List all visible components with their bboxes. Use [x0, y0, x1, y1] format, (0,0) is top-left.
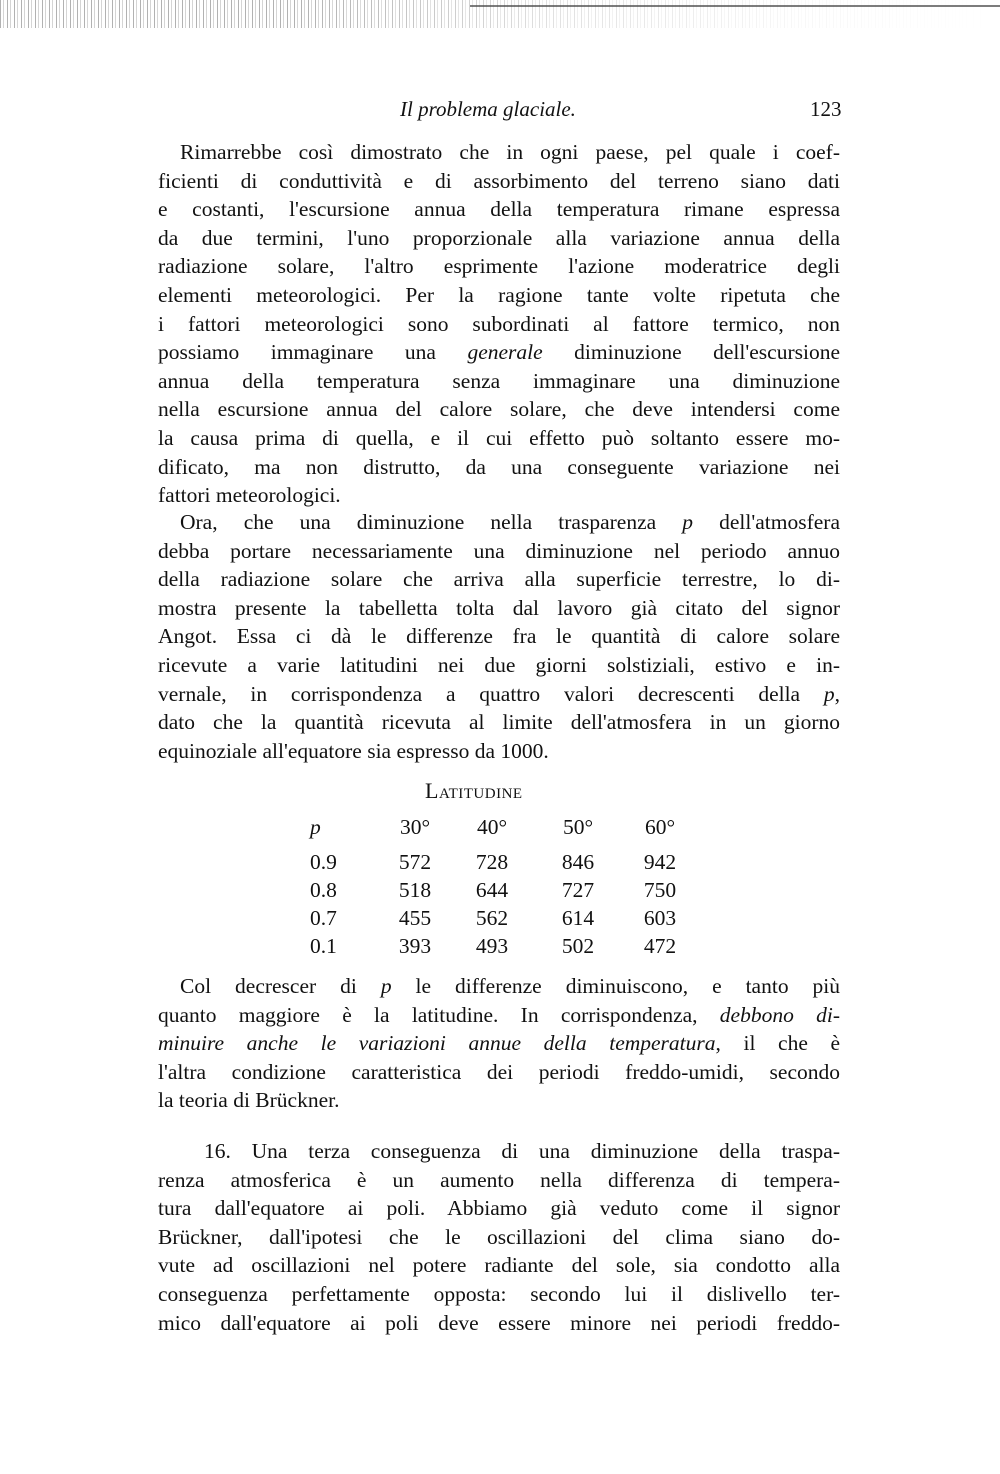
table-row: [310, 850, 710, 878]
column-header: 40°: [476, 815, 508, 839]
text-line: da due termini, l'uno proporzionale alla variazione annua della: [158, 225, 840, 250]
text-line: 16. Una terza conseguenza di una diminuzione della traspa-: [204, 1139, 840, 1163]
scan-edge: [470, 5, 1000, 7]
text-line: Angot. Essa ci dà le differenze fra le quantità di calore solare: [158, 624, 840, 649]
p-value: 0.9: [310, 850, 337, 874]
table-cell: 572: [398, 850, 432, 874]
text-line: vute ad oscillazioni nel potere radiante del sole, sia condotto alla: [158, 1253, 840, 1278]
text-line: i fattori meteorologici sono subordinati al fattore termico, non: [158, 311, 840, 336]
paragraph-1: [158, 138, 840, 510]
variable-p: p: [380, 974, 392, 998]
text-line: [158, 680, 840, 709]
column-header: 30°: [399, 815, 431, 839]
running-head: [0, 97, 1000, 127]
text-span: quanto maggiore è la latitudine. In corrispondenza,: [158, 1002, 720, 1027]
table-cell: 393: [398, 934, 432, 958]
text-line: renza atmosferica è un aumento nella differenza di tempera-: [158, 1167, 840, 1192]
table-cell: 603: [643, 906, 677, 930]
text-line: mico dall'equatore ai poli deve essere minore nei periodi freddo-: [158, 1310, 840, 1335]
table-cell: 502: [561, 934, 595, 958]
table-cell: 750: [643, 878, 677, 902]
text-line: ficienti di conduttività e di assorbimento del terreno siano dati: [158, 168, 840, 193]
running-title: Il problema glaciale.: [400, 97, 576, 121]
page-number: 123: [810, 97, 842, 121]
column-header: 50°: [562, 815, 594, 839]
text-span: le differenze diminuiscono, e tanto più: [391, 974, 840, 998]
p-value: 0.7: [310, 906, 337, 930]
paragraph-2: [158, 508, 840, 765]
text-span: possiamo immaginare una: [158, 340, 468, 365]
text-span: , il che è: [715, 1031, 840, 1056]
text-line: [158, 1001, 840, 1030]
paragraph-4: [158, 1137, 840, 1337]
text-span: vernale, in corrispondenza a quattro valori decrescenti della: [158, 681, 824, 706]
table-cell: 472: [643, 934, 677, 958]
text-line: Rimarrebbe così dimostrato che in ogni paese, pel quale i coef-: [180, 140, 840, 164]
table-caption: Latitudine: [425, 778, 523, 803]
table-cell: 518: [398, 878, 432, 902]
table-row: [310, 878, 710, 906]
table-cell: 493: [475, 934, 509, 958]
text-span: dell'atmosfera: [693, 510, 840, 534]
text-line: tura dall'equatore ai poli. Abbiamo già veduto come il signor: [158, 1196, 840, 1221]
column-header: 60°: [644, 815, 676, 839]
text-line: mostra presente la tabelletta tolta dal lavoro già citato del signor: [158, 595, 840, 620]
text-span: diminuzione dell'escursione: [542, 340, 841, 365]
table-row: [310, 906, 710, 934]
text-line: [158, 508, 840, 537]
text-line: ricevute a varie latitudini nei due giorni solstiziali, estivo e in-: [158, 652, 840, 677]
text-line: [158, 1029, 840, 1058]
p-value: 0.1: [310, 934, 337, 958]
text-line: conseguenza perfettamente opposta: secondo lui il dislivello ter-: [158, 1281, 840, 1306]
emphasis: debbono di-: [719, 1002, 840, 1027]
variable-p: p: [823, 681, 835, 706]
text-span: ,: [834, 681, 840, 706]
text-line: fattori meteorologici.: [158, 483, 341, 508]
text-line: [158, 338, 840, 367]
table-header-row: [310, 815, 710, 843]
text-line: radiazione solare, l'altro esprimente l'azione moderatrice degli: [158, 254, 840, 279]
table-cell: 644: [475, 878, 509, 902]
text-line: nella escursione annua del calore solare, che deve intendersi come: [158, 397, 840, 422]
text-line: [158, 972, 840, 1001]
table-cell: 727: [561, 878, 595, 902]
paragraph-3: [158, 972, 840, 1115]
variable-p: p: [310, 815, 321, 839]
emphasis: generale: [467, 340, 543, 365]
text-line: la teoria di Brückner.: [158, 1088, 340, 1113]
table-cell: 728: [475, 850, 509, 874]
text-line: e costanti, l'escursione annua della temperatura rimane espressa: [158, 197, 840, 222]
table-row: [310, 934, 710, 962]
text-line: della radiazione solare che arriva alla superficie terrestre, lo di-: [158, 567, 840, 592]
table-cell: 562: [475, 906, 509, 930]
text-line: annua della temperatura senza immaginare una diminuzione: [158, 368, 840, 393]
text-line: l'altra condizione caratteristica dei periodi freddo-umidi, secondo: [158, 1059, 840, 1084]
table-cell: 614: [561, 906, 595, 930]
text-line: la causa prima di quella, e il cui effetto può soltanto essere mo-: [158, 425, 840, 450]
text-span: Ora, che una diminuzione nella trasparenza: [180, 510, 683, 534]
text-line: equinoziale all'equatore sia espresso da 1000.: [158, 738, 549, 763]
text-line: dificato, ma non distrutto, da una conseguente variazione nei: [158, 454, 840, 479]
text-span: Col decrescer di: [180, 974, 381, 998]
emphasis: minuire anche le variazioni annue della temperatura: [158, 1031, 716, 1056]
text-line: Brückner, dall'ipotesi che le oscillazioni del clima siano do-: [158, 1224, 840, 1249]
table-cell: 846: [561, 850, 595, 874]
table-cell: 455: [398, 906, 432, 930]
table-cell: 942: [643, 850, 677, 874]
text-line: dato che la quantità ricevuta al limite dell'atmosfera in un giorno: [158, 710, 840, 735]
text-line: debba portare necessariamente una diminuzione nel periodo annuo: [158, 538, 840, 563]
text-line: elementi meteorologici. Per la ragione tante volte ripetuta che: [158, 282, 840, 307]
p-value: 0.8: [310, 878, 337, 902]
row-header-p: [310, 815, 350, 840]
variable-p: p: [682, 510, 694, 534]
